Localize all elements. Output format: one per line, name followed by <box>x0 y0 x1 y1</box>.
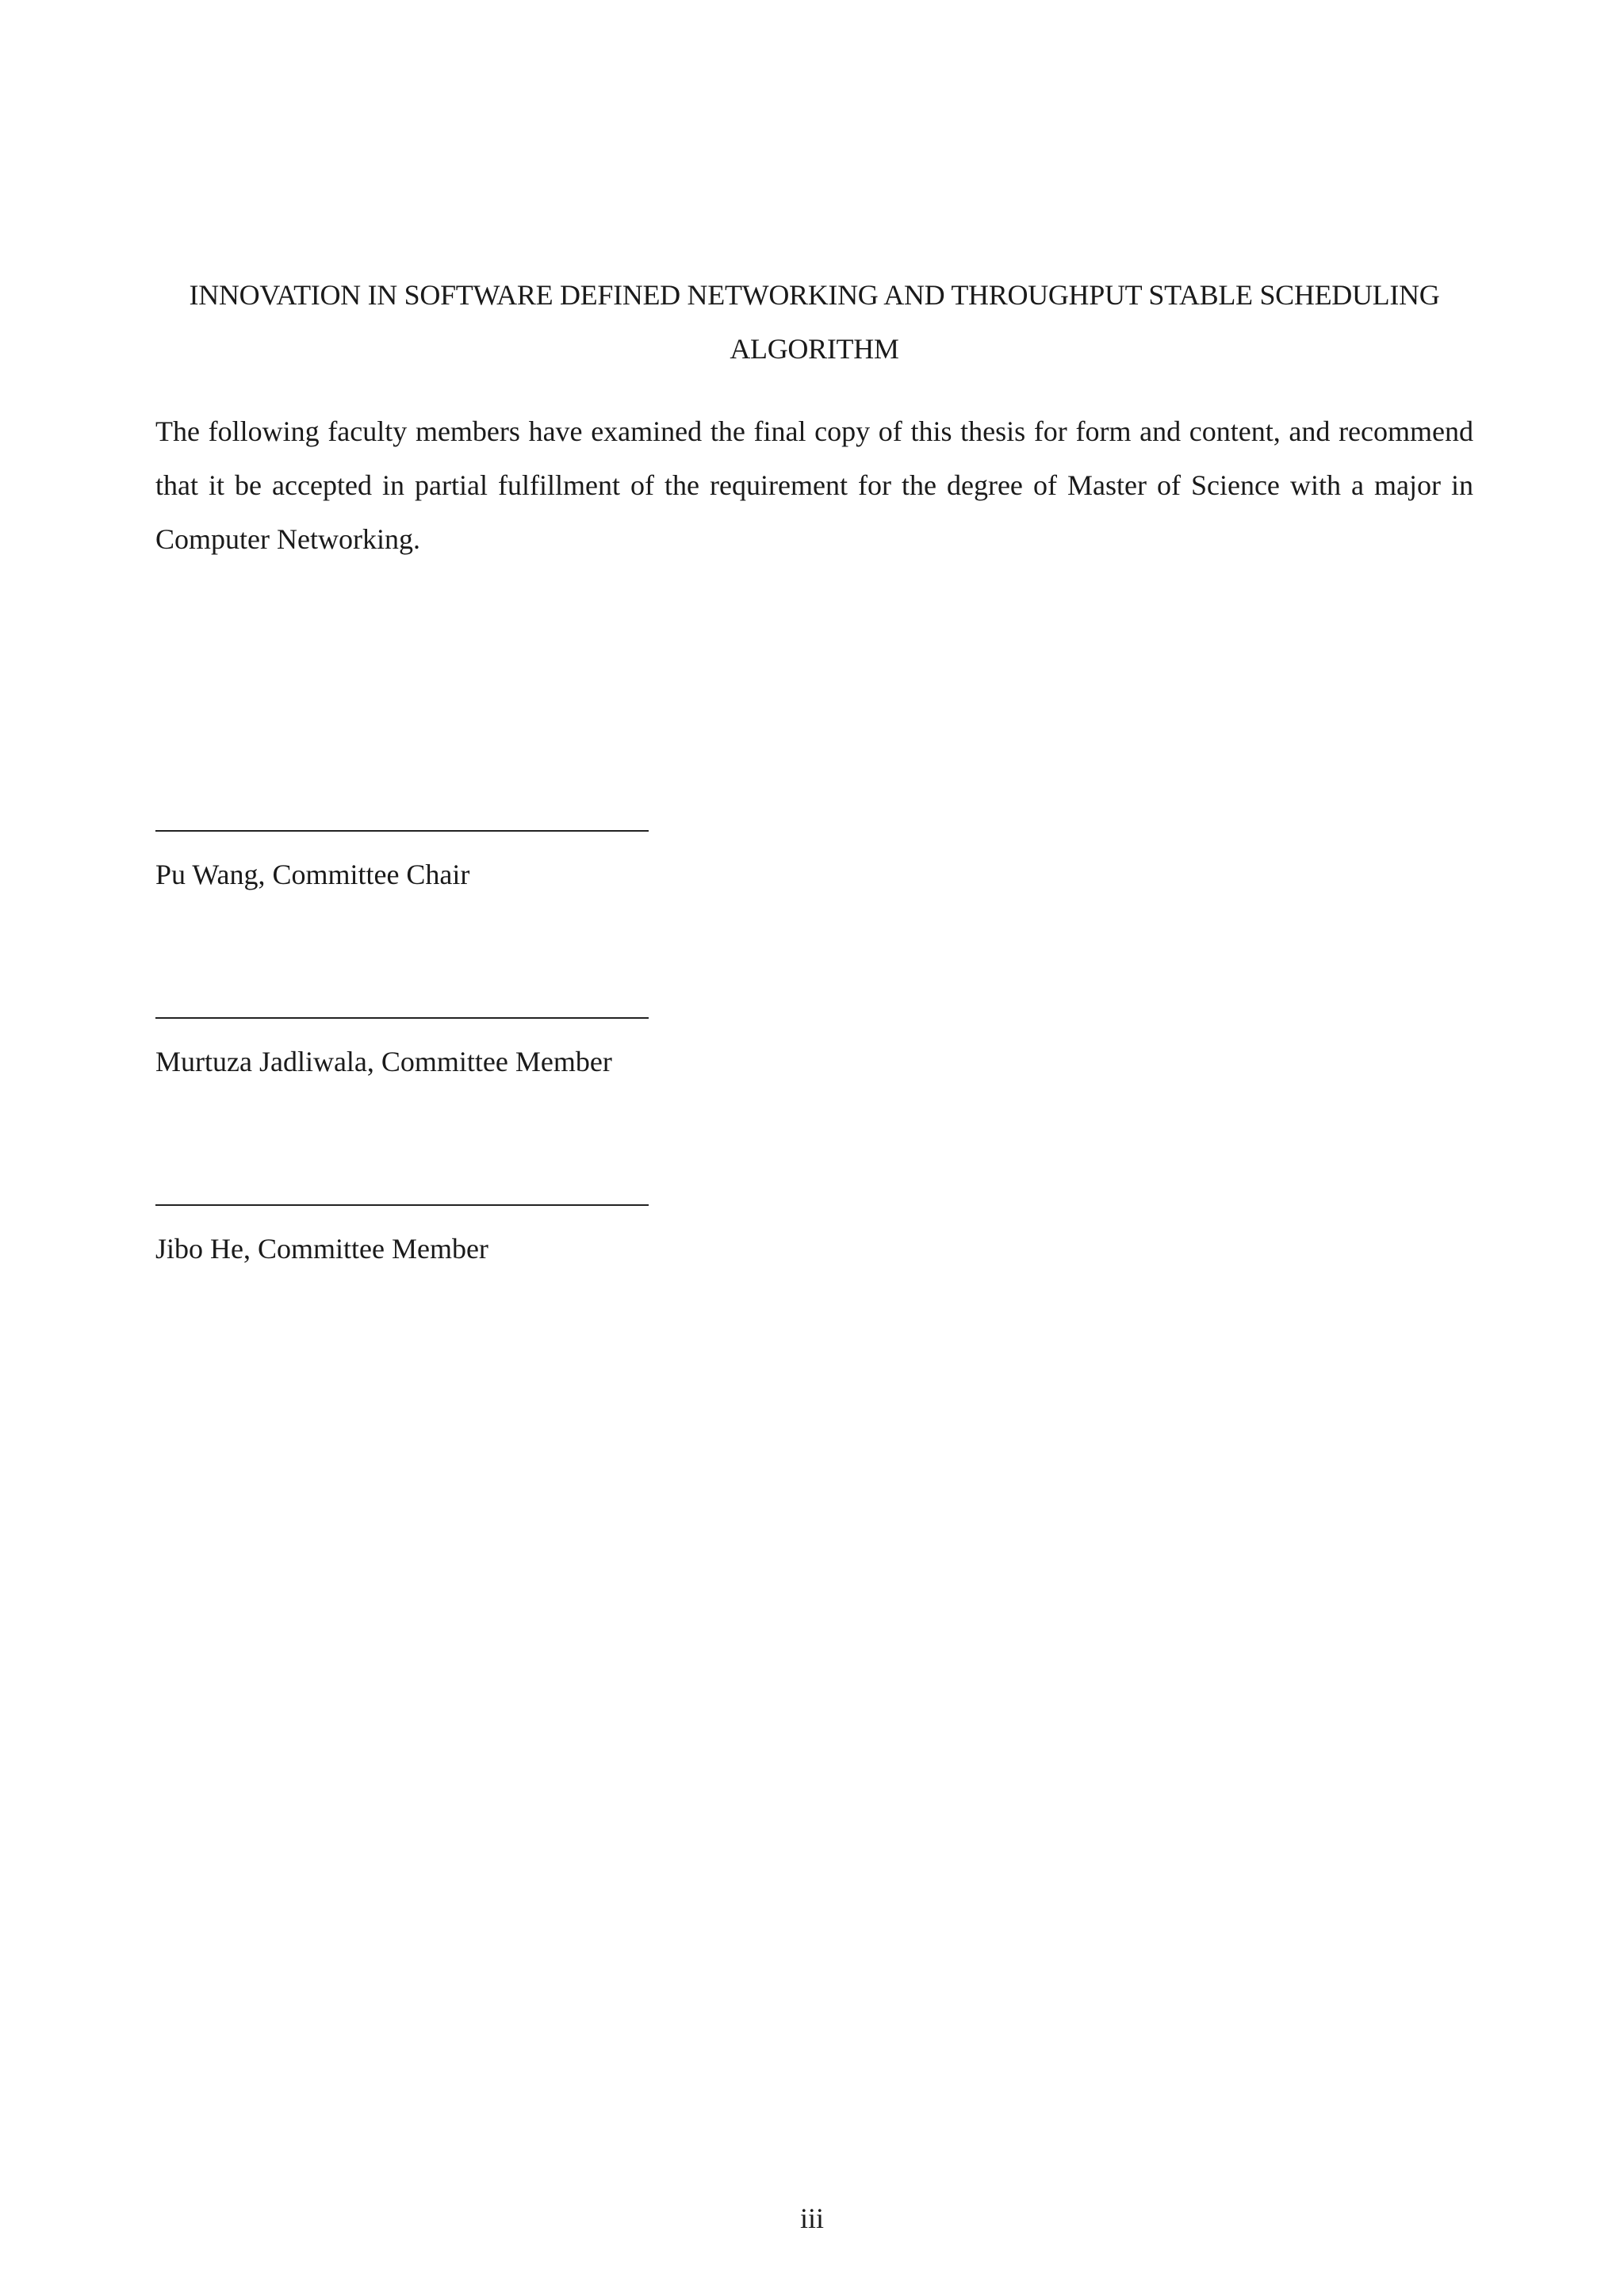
signatory-name: Murtuza Jadliwala, Committee Member <box>155 1046 612 1077</box>
signatory-name: Jibo He, Committee Member <box>155 1233 488 1265</box>
signature-line <box>155 1204 649 1206</box>
signature-line <box>155 830 649 832</box>
signatory-name: Pu Wang, Committee Chair <box>155 859 470 890</box>
signature-block-member-1 <box>155 1017 869 1079</box>
signature-block-chair <box>155 830 869 892</box>
signature-block-member-2 <box>155 1204 869 1266</box>
page-number: iii <box>799 2202 824 2234</box>
signature-line <box>155 1017 649 1019</box>
approval-statement: The following faculty members have examined the final copy of this thesis for form and content, and recommend that it be accepted in partial fulfillment of the requirement for the degree of Master of Science with a major in Computer Networking. <box>155 415 1473 555</box>
thesis-title: INNOVATION IN SOFTWARE DEFINED NETWORKING AND THROUGHPUT STABLE SCHEDULING ALGORITHM <box>189 279 1440 365</box>
